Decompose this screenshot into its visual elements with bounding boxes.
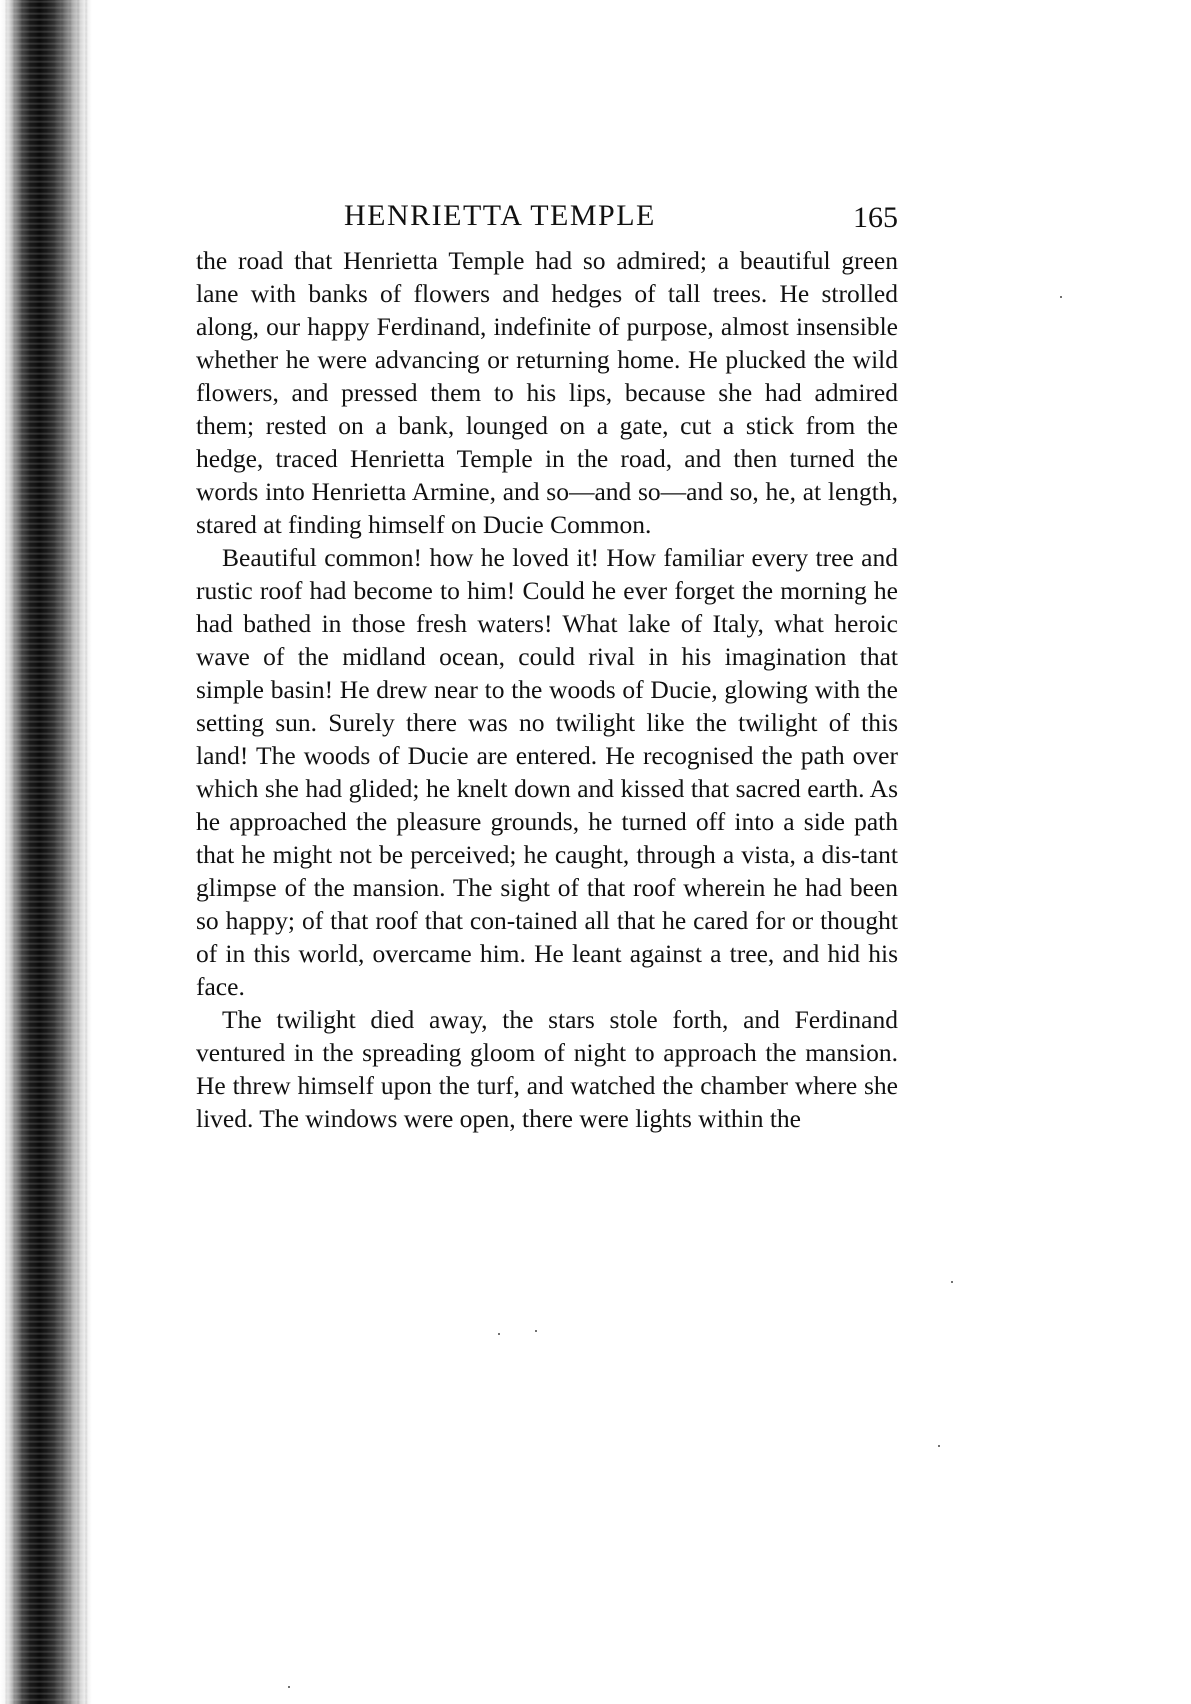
paragraph-3: The twilight died away, the stars stole forth, and Ferdinand ventured in the spreading gloom of night to approach the mansion. He threw himself upon the turf, and watched the chamber where she lived. The windows were open, there were lights within the (196, 1005, 898, 1133)
binding-texture (0, 0, 92, 1704)
running-head (196, 196, 898, 240)
running-title: HENRIETTA TEMPLE (344, 199, 656, 232)
paper-speck (1060, 296, 1062, 298)
paper-speck (951, 1281, 953, 1283)
paper-speck (288, 1686, 290, 1688)
body-text (196, 244, 898, 1135)
page-number: 165 (853, 201, 898, 234)
book-page (196, 196, 898, 1135)
paper-speck (535, 1330, 537, 1332)
paragraph-1: the road that Henrietta Temple had so admired; a beautiful green lane with banks of flowers and hedges of tall trees. He strolled along, our happy Ferdinand, indefinite of purpose, almost insensible whether he were advancing or returning home. He plucked the wild flowers, and pressed them to his lips, because she had admired them; rested on a bank, lounged on a gate, cut a stick from the hedge, traced Henrietta Temple in the road, and then turned the words into Henrietta Armine, and so—and so—and so, he, at length, stared at finding himself on Ducie Common. (196, 246, 898, 539)
paper-speck (498, 1333, 500, 1335)
paragraph-2: Beautiful common! how he loved it! How familiar every tree and rustic roof had become to him! Could he ever forget the morning he had bathed in those fresh waters! What lake of Italy, what heroic wave of the midland ocean, could rival in his imagination that simple basin! He drew near to the woods of Ducie, glowing with the setting sun. Surely there was no twilight like the twilight of this land! The woods of Ducie are entered. He recognised the path over which she had glided; he knelt down and kissed that sacred earth. As he approached the pleasure grounds, he turned off into a side path that he might not be perceived; he caught, through a vista, a dis-tant glimpse of the mansion. The sight of that roof wherein he had been so happy; of that roof that con-tained all that he cared for or thought of in this world, overcame him. He leant against a tree, and hid his face. (196, 543, 898, 1001)
paper-speck (938, 1445, 940, 1447)
